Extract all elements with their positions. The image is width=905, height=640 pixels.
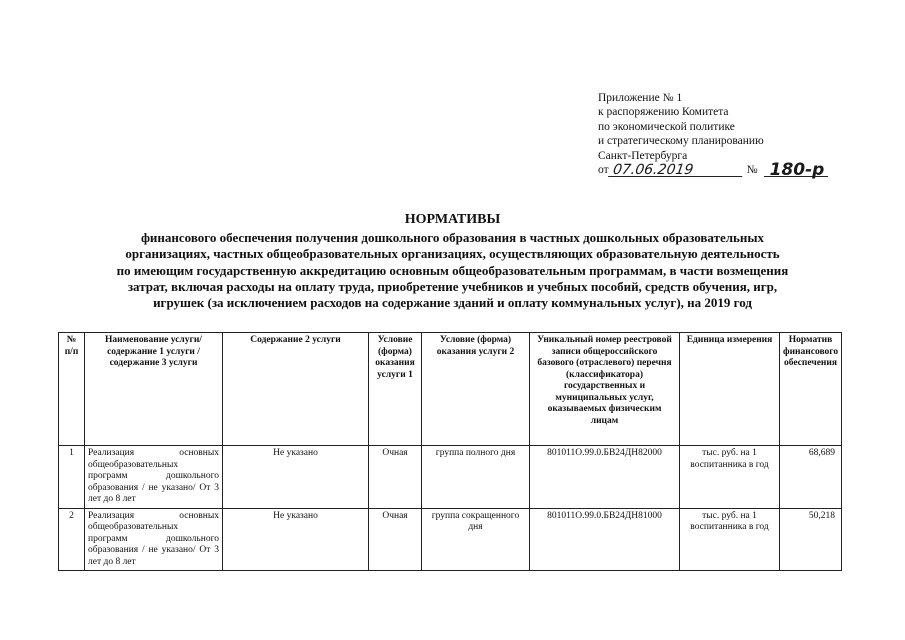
title-line: затрат, включая расходы на оплату труда, приобретение учебников и учебных пособий, средств обучения, игр, bbox=[127, 278, 778, 294]
cell-unit: тыс. руб. на 1 воспитанника в год bbox=[680, 446, 780, 509]
cell-cond2: группа полного дня bbox=[422, 446, 530, 509]
number-label: № bbox=[746, 164, 758, 177]
cell-unit: тыс. руб. на 1 воспитанника в год bbox=[680, 508, 780, 571]
col-header-name: Наименование услуги/ содержание 1 услуги / содержание 3 услуги bbox=[85, 333, 223, 446]
col-header-content2: Содержание 2 услуги bbox=[223, 333, 369, 446]
col-header-num: № п/п bbox=[59, 333, 85, 446]
col-header-code: Уникальный номер реестровой записи общероссийского базового (отраслевого) перечня (классификатора) государственных и муниципальных услуг, оказываемых физическим лицам bbox=[530, 333, 680, 446]
appendix-line: Приложение № 1 bbox=[598, 92, 683, 104]
col-header-cond2: Условие (форма) оказания услуги 2 bbox=[422, 333, 530, 446]
table-row bbox=[59, 446, 842, 509]
handwritten-date: 07.06.2019 bbox=[608, 164, 744, 177]
date-number-line bbox=[598, 160, 828, 181]
appendix-block bbox=[598, 91, 828, 181]
cell-name: Реализация основных общеобразовательных программ дошкольного образования / не указано/ От 3 лет до 8 лет bbox=[85, 508, 223, 571]
appendix-line: к распоряжению Комитета bbox=[598, 106, 729, 119]
col-header-norm: Норматив финансового обеспечения bbox=[780, 333, 842, 446]
table-row bbox=[59, 508, 842, 571]
cell-content2: Не указано bbox=[223, 508, 369, 571]
cell-num: 1 bbox=[59, 446, 85, 509]
cell-name: Реализация основных общеобразовательных программ дошкольного образования / не указано/ От 3 лет до 8 лет bbox=[85, 446, 223, 509]
title-line: игрушек (за исключением расходов на содержание зданий и оплату коммунальных услуг), на 2019 год bbox=[153, 295, 752, 311]
document-title bbox=[40, 212, 865, 311]
col-header-unit: Единица измерения bbox=[680, 333, 780, 446]
cell-cond1: Очная bbox=[369, 508, 422, 571]
title-line: финансового обеспечения получения дошкольного образования в частных дошкольных образовательных bbox=[140, 230, 765, 246]
appendix-line: по экономической политике bbox=[598, 120, 735, 133]
cell-cond1: Очная bbox=[369, 446, 422, 509]
norms-table bbox=[58, 332, 842, 571]
appendix-line: Санкт-Петербурга bbox=[598, 149, 688, 162]
cell-code: 801011О.99.0.БВ24ДН81000 bbox=[530, 508, 680, 571]
col-header-cond1: Условие (форма) оказания услуги 1 bbox=[369, 333, 422, 446]
title-line: по имеющим государственную аккредитацию основным общеобразовательным программам, в части возмещения bbox=[116, 262, 789, 278]
cell-cond2: группа сокращенного дня bbox=[422, 508, 530, 571]
title-line: организациях, частных общеобразовательных организациях, осуществляющих образовательную деятельность bbox=[125, 246, 780, 262]
cell-num: 2 bbox=[59, 508, 85, 571]
cell-content2: Не указано bbox=[223, 446, 369, 509]
date-prefix: от bbox=[598, 164, 609, 177]
handwritten-number: 180-р bbox=[764, 164, 828, 177]
cell-norm: 68,689 bbox=[780, 446, 842, 509]
cell-code: 801011О.99.0.БВ24ДН82000 bbox=[530, 446, 680, 509]
title-heading: НОРМАТИВЫ bbox=[404, 212, 501, 227]
table-header-row bbox=[59, 333, 842, 446]
appendix-line: и стратегическому планированию bbox=[598, 135, 764, 148]
cell-norm: 50,218 bbox=[780, 508, 842, 571]
